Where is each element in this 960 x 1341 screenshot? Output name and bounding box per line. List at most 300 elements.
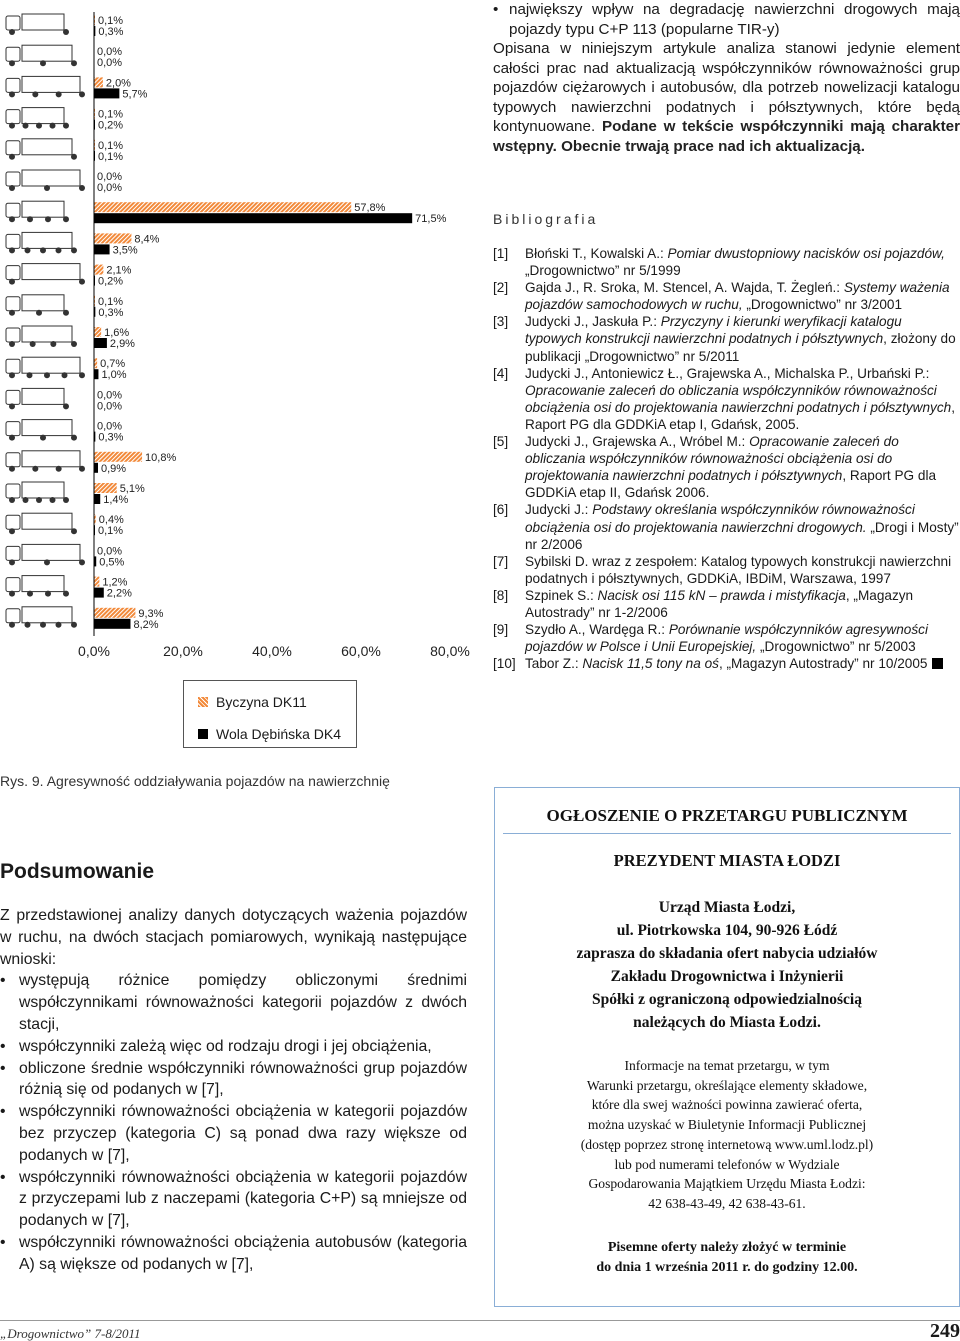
vehicle-wheel: [32, 91, 38, 97]
data-label-byczyna: 0,1%: [98, 139, 124, 152]
vehicle-wheel: [36, 497, 42, 503]
vehicle-wheel: [56, 622, 62, 628]
data-label-wola: 0,3%: [98, 26, 124, 38]
data-label-byczyna: 0,0%: [97, 420, 123, 433]
vehicle-wheel: [79, 559, 85, 565]
vehicle-wheel: [27, 591, 33, 597]
vehicle-body: [22, 108, 64, 124]
info-line: lub pod numerami telefonów w Wydziale: [614, 1156, 840, 1172]
vehicle-wheel: [40, 247, 46, 253]
vehicle-wheel: [9, 123, 15, 129]
bibliography-item: [493, 279, 960, 313]
bibliography-item: [493, 365, 960, 433]
bar-byczyna: [94, 265, 103, 275]
bibliography-text: [525, 245, 960, 279]
vehicle-wheel: [27, 216, 33, 222]
invitation-line: Spółki z ograniczoną odpowiedzialnością: [592, 991, 862, 1008]
data-label-byczyna: 9,3%: [138, 607, 164, 620]
summary-bullet-text: obliczone średnie współczynniki równoważności grup pojazdów różnią się od podanych w [7],: [19, 1059, 467, 1099]
coach-icon: [6, 76, 85, 97]
x-tick-label: 80,0%: [430, 643, 470, 659]
bibliography-number: [1]: [493, 246, 509, 261]
vehicle-wheel: [27, 372, 33, 378]
data-label-wola: 0,0%: [97, 182, 123, 194]
bibliography-text: [525, 553, 960, 587]
caption-text: Agresywność oddziaływania pojazdów na nawierzchnię: [43, 773, 390, 789]
legend-label: Wola Dębińska DK4: [216, 726, 342, 742]
truck-4-axle-icon: [6, 513, 77, 534]
invitation-line: Zakładu Drogownictwa i Inżynierii: [610, 968, 844, 985]
vehicle-wheel: [50, 497, 56, 503]
vehicle-cab: [6, 297, 20, 311]
vehicle-wheel: [63, 591, 69, 597]
bar-wola: [94, 338, 107, 348]
vehicle-wheel: [50, 341, 56, 347]
vehicle-wheel: [44, 185, 50, 191]
bibliography-text: [525, 587, 960, 621]
info-line: Informacje na temat przetargu, w tym: [624, 1058, 830, 1073]
vehicle-cab: [6, 484, 20, 498]
vehicle-wheel: [9, 310, 15, 316]
vehicle-body: [22, 451, 80, 467]
truck-2-axle-b-icon: [6, 576, 69, 597]
bib-source: , „Magazyn Autostrady” nr 1-2/2006: [525, 587, 914, 620]
data-label-wola: 8,2%: [133, 618, 159, 631]
invitation-line: należących do Miasta Łodzi.: [633, 1014, 821, 1031]
vehicle-wheel: [23, 497, 29, 503]
vehicle-cab: [6, 16, 20, 30]
vehicle-wheel: [25, 622, 31, 628]
bibliography-heading: Bibliografia: [493, 211, 599, 227]
vehicle-wheel: [40, 60, 46, 66]
vehicle-body: [22, 513, 72, 529]
vehicle-cab: [6, 78, 20, 92]
truck-trailer-132-icon: [6, 388, 69, 409]
vehicle-cab: [6, 390, 20, 404]
vehicle-wheel: [9, 216, 15, 222]
bullet-dot: •: [0, 1103, 6, 1121]
vehicle-wheel: [50, 123, 56, 129]
info-line: Warunki przetargu, określające elementy składowe,: [586, 1077, 868, 1093]
deadline-line: Pisemne oferty należy złożyć w terminie: [607, 1240, 847, 1255]
vehicle-cab: [6, 203, 20, 217]
summary-bullet: [0, 970, 467, 1035]
figure-caption: [0, 773, 390, 789]
vehicle-cab: [6, 234, 20, 248]
bibliography-item: [493, 501, 960, 552]
bullet-dot: •: [0, 1037, 6, 1055]
x-tick-label: 40,0%: [252, 643, 292, 659]
summary-bullet-text: współczynniki zależą więc od rodzaju drogi i jej obciążenia,: [19, 1037, 432, 1055]
bib-authors: Judycki J., Antoniewicz Ł., Grajewska A., Michalska P., Urbański P.:: [525, 365, 930, 381]
x-tick-label: 0,0%: [78, 643, 110, 659]
vehicle-body: [22, 482, 64, 498]
vehicle-wheel: [9, 247, 15, 253]
vehicle-wheel: [79, 279, 85, 285]
vehicle-body: [22, 576, 64, 592]
bibliography-text: [525, 279, 960, 313]
bib-authors: Błoński T., Kowalski A.:: [525, 246, 668, 261]
bar-wola: [94, 619, 130, 629]
data-label-byczyna: 0,1%: [98, 15, 124, 27]
bib-source: „Drogi i Mosty” nr 2/2006: [525, 519, 959, 552]
bibliography-list: [493, 245, 960, 672]
summary-bullet: [0, 1058, 467, 1102]
bib-title: Przyczyny i kierunki weryfikacji katalogu typowych konstrukcji nawierzchni podatnych i półsztywnych: [525, 314, 902, 347]
legend-swatch-black: [198, 729, 208, 739]
x-tick-label: 60,0%: [341, 643, 381, 659]
summary-bullet-text: współczynniki równoważności obciążenia w kategorii pojazdów bez przyczep (kategoria C) są ponad dwa razy większe od podanych w [7],: [19, 1103, 467, 1164]
vehicle-wheel: [9, 279, 15, 285]
vehicle-wheel: [63, 123, 69, 129]
articulated-bus-icon: [6, 45, 77, 66]
vehicle-cab: [6, 578, 20, 592]
vehicle-wheel: [45, 216, 51, 222]
vehicle-wheel: [25, 247, 31, 253]
vehicle-wheel: [9, 528, 15, 534]
bib-source: „Drogownictwo” nr 5/2003: [756, 639, 916, 655]
bibliography-text: [525, 501, 960, 552]
truck-trailer-22-icon: [6, 451, 85, 472]
summary-heading: Podsumowanie: [0, 860, 155, 883]
vehicle-cab: [6, 422, 20, 436]
vehicle-wheel: [36, 310, 42, 316]
bibliography-text: [525, 365, 960, 433]
data-label-byczyna: 0,7%: [100, 358, 126, 371]
legend-label: Byczyna DK11: [216, 694, 307, 710]
vehicle-wheel: [44, 559, 50, 565]
vehicle-wheel: [71, 341, 77, 347]
vehicle-body: [22, 607, 72, 623]
closing-text: Opisana w niniejszym artykule analiza stanowi jedynie element całości prac nad aktualizacją współczynników równoważności grup pojazdów ciężarowych i autobusów, dla potrzeb nowelizacji katalogu typowych nawierzchni podatnych i półsztywnych, które będą kontynuowane.: [493, 40, 960, 135]
bar-wola: [94, 369, 98, 379]
bar-byczyna: [94, 483, 117, 493]
vehicle-wheel: [9, 559, 15, 565]
data-label-byczyna: 0,0%: [97, 389, 123, 402]
bar-byczyna: [94, 77, 103, 87]
truck-trailer-12-icon: [6, 482, 69, 503]
vehicle-wheel: [56, 466, 62, 472]
x-tick-label: 20,0%: [163, 643, 203, 659]
vehicle-body: [22, 201, 64, 217]
info-line: (dostęp poprzez stronę internetową www.uml.lodz.pl): [580, 1136, 874, 1152]
vehicle-wheel: [9, 435, 15, 441]
summary-bullet-text: występują różnice pomiędzy obliczonymi średnimi współczynnikami równoważności kategorii pojazdów z dwóch stacji,: [19, 972, 467, 1033]
data-label-byczyna: 1,2%: [102, 576, 128, 589]
vehicle-cab: [6, 110, 20, 124]
data-label-byczyna: 5,1%: [119, 483, 145, 495]
vehicle-wheel: [40, 622, 46, 628]
summary-bullet: [0, 1036, 467, 1058]
vehicle-wheel: [79, 372, 85, 378]
bar-wola: [94, 588, 104, 598]
vehicle-wheel: [9, 466, 15, 472]
vehicle-wheel: [9, 91, 15, 97]
data-label-byczyna: 0,4%: [98, 514, 124, 527]
vehicle-cab: [6, 609, 20, 623]
bibliography-number: [4]: [493, 365, 509, 381]
summary-bullet-list: [0, 970, 467, 1275]
vehicle-wheel: [9, 403, 15, 409]
vehicle-body: [22, 544, 80, 560]
vehicle-wheel: [9, 622, 15, 628]
vehicle-wheel: [63, 310, 69, 316]
summary-bullet: [0, 1101, 467, 1166]
bibliography-item: [493, 313, 960, 364]
data-label-wola: 1,0%: [101, 369, 127, 382]
vehicle-wheel: [63, 29, 69, 35]
vehicle-body: [22, 295, 64, 311]
bibliography-text: [525, 313, 960, 364]
bar-wola: [94, 213, 412, 223]
bib-source: „Drogownictwo” nr 3/2001: [742, 297, 903, 313]
vehicle-wheel: [56, 247, 62, 253]
bibliography-text: [525, 655, 960, 672]
data-label-byczyna: 0,0%: [97, 46, 123, 59]
bibliography-number: [10]: [493, 656, 516, 672]
bib-source: „Drogownictwo” nr 5/1999: [525, 263, 681, 279]
data-label-wola: 2,9%: [109, 338, 135, 350]
vehicle-wheel: [9, 60, 15, 66]
tractor-semitrailer-113-icon: [6, 201, 69, 222]
bar-wola: [94, 463, 98, 473]
announcement-issuer: PREZYDENT MIASTA ŁODZI: [613, 851, 841, 870]
page-number: 249: [930, 1320, 960, 1341]
data-label-byczyna: 0,0%: [97, 545, 123, 558]
legend-item-byczyna: [198, 693, 307, 711]
data-label-wola: 2,2%: [106, 587, 132, 600]
vehicle-body: [22, 139, 72, 155]
vehicle-cab: [6, 546, 20, 560]
vehicle-wheel: [71, 622, 77, 628]
footer-divider: [0, 1320, 960, 1321]
summary-intro: Z przedstawionej analizy danych dotyczących ważenia pojazdów w ruchu, na dwóch stacjach pomiarowych, wynikają następujące wnioski:: [0, 907, 467, 968]
truck-3-axle-icon: [6, 170, 85, 191]
summary-bullet-text: współczynniki równoważności obciążenia autobusów (kategoria A) są większe od podanych w [7],: [19, 1233, 467, 1273]
vehicle-wheel: [71, 435, 77, 441]
closing-paragraph: [493, 39, 960, 156]
bib-source: , „Magazyn Autostrady” nr 10/2005: [718, 656, 928, 672]
bullet-text: największy wpływ na degradację nawierzchni drogowych mają pojazdy typu C+P 113 (popularne TIR-y): [509, 1, 960, 38]
data-label-byczyna: 10,8%: [145, 451, 177, 464]
truck-trailer-112-icon: [6, 326, 77, 347]
info-line: które dla swej ważności powinna zawierać oferta,: [591, 1097, 863, 1113]
bib-authors: Tabor Z.:: [525, 656, 583, 672]
vehicle-wheel: [36, 123, 42, 129]
van-icon: [6, 108, 69, 129]
data-label-wola: 0,3%: [98, 431, 124, 444]
vehicle-body: [22, 388, 64, 404]
bib-authors: Szpinek S.:: [525, 587, 598, 603]
bar-byczyna: [94, 233, 131, 243]
vehicle-wheel: [32, 466, 38, 472]
bib-title: Opracowanie zaleceń do obliczania współczynników równoważności obciążenia osi do projektowania nawierzchni podatnych i półsztywnych: [525, 434, 899, 484]
vehicle-wheel: [71, 154, 77, 160]
bibliography-text: [525, 433, 960, 501]
announcement-info: [515, 1056, 939, 1214]
truck-2-axle-icon: [6, 139, 77, 160]
aggressiveness-chart: [0, 0, 470, 760]
bar-byczyna: [94, 577, 99, 587]
data-label-wola: 0,9%: [101, 462, 127, 475]
vehicle-cab: [6, 47, 20, 61]
bibliography-item: [493, 655, 960, 672]
bullet-dot: •: [493, 1, 499, 18]
bullet-dot: •: [0, 972, 6, 990]
legend-swatch-orange: [198, 697, 208, 707]
vehicle-cab: [6, 359, 20, 373]
vehicle-wheel: [63, 216, 69, 222]
bibliography-item: [493, 587, 960, 621]
bibliography-number: [6]: [493, 502, 509, 518]
data-label-wola: 0,2%: [98, 119, 124, 132]
bib-title: Porównanie współczynników agresywności pojazdów w Polsce i Unii Europejskiej,: [525, 622, 928, 655]
announcement-title: OGŁOSZENIE O PRZETARGU PUBLICZNYM: [546, 806, 908, 825]
journal-name: „Drogownictwo” 7-8/2011: [0, 1326, 141, 1341]
bibliography-number: [5]: [493, 434, 509, 450]
announcement-invitation: [505, 896, 949, 1034]
bib-source: , Raport PG dla GDDKiA etap II, Gdańsk 2006.: [525, 468, 937, 501]
data-label-wola: 71,5%: [415, 213, 447, 226]
emphasis-text: Podane w tekście współczynniki mają charakter wstępny. Obecnie trwają prace nad ich aktualizacją.: [493, 118, 960, 155]
vehicle-wheel: [23, 123, 29, 129]
vehicle-body: [22, 45, 72, 61]
info-line: można uzyskać w Biuletynie Informacji Publicznej: [587, 1117, 867, 1133]
vehicle-body: [22, 357, 80, 373]
data-label-wola: 0,1%: [98, 525, 124, 538]
bib-title: Pomiar dwustopniowy nacisków osi pojazdów,: [667, 246, 945, 261]
bib-title: Podstawy określania współczynników równoważności obciążenia osi do projektowania nawierzchni drogowych.: [525, 502, 915, 535]
invitation-line: Urząd Miasta Łodzi,: [658, 899, 796, 916]
bibliography-number: [3]: [493, 314, 509, 330]
bullet-item: [493, 0, 960, 39]
bibliography-number: [2]: [493, 280, 509, 296]
bar-wola: [94, 88, 119, 98]
bib-title: Nacisk osi 115 kN – prawda i mistyfikacja: [597, 587, 846, 603]
bib-authors: Judycki J., Jaskuła P.:: [525, 314, 661, 330]
article-conclusion-text: [493, 0, 960, 156]
announcement-divider: [503, 833, 951, 834]
data-label-wola: 0,3%: [98, 306, 124, 319]
data-label-wola: 0,2%: [98, 275, 124, 288]
info-line: Gospodarowania Majątkiem Urzędu Miasta Łodzi:: [588, 1176, 866, 1192]
vehicle-wheel: [9, 497, 15, 503]
vehicle-body: [22, 264, 80, 280]
data-label-byczyna: 0,0%: [97, 171, 123, 183]
data-label-wola: 0,0%: [97, 400, 123, 413]
vehicle-wheel: [9, 341, 15, 347]
vehicle-wheel: [45, 591, 51, 597]
vehicle-cab: [6, 453, 20, 467]
data-label-byczyna: 2,1%: [106, 264, 132, 277]
bib-authors: Sybilski D. wraz z zespołem: Katalog typowych konstrukcji nawierzchni podatnych i półsztywnych, GDDKiA, IBDiM, Warszawa, 1997: [525, 553, 952, 586]
bullet-dot: •: [0, 1168, 6, 1186]
truck-3-axle-b-icon: [6, 544, 85, 565]
vehicle-wheel: [63, 497, 69, 503]
vehicle-wheel: [9, 372, 15, 378]
bib-authors: Szydło A., Wardęga R.:: [525, 622, 669, 638]
tractor-semitrailer-123-icon: [6, 295, 69, 316]
vehicle-wheel: [9, 29, 15, 35]
tractor-semitrailer-112-icon: [6, 232, 77, 253]
bus-icon: [6, 14, 69, 35]
bib-source: , złożony do publikacji „Drogownictwo” nr 5/2011: [525, 331, 956, 364]
invitation-line: zaprasza do składania ofert nabycia udziałów: [576, 945, 878, 962]
vehicle-body: [22, 76, 80, 92]
data-label-byczyna: 0,1%: [98, 295, 124, 308]
data-label-byczyna: 57,8%: [354, 202, 386, 215]
tender-announcement: [494, 787, 960, 1307]
summary-bullet: [0, 1232, 467, 1276]
vehicle-wheel: [40, 435, 46, 441]
summary-body: [0, 905, 467, 1276]
vehicle-wheel: [30, 341, 36, 347]
truck-trailer-122-icon: [6, 357, 85, 378]
data-label-wola: 0,5%: [99, 556, 125, 569]
vehicle-cab: [6, 141, 20, 155]
vehicle-wheel: [71, 247, 77, 253]
vehicle-body: [22, 420, 72, 436]
bibliography-item: [493, 433, 960, 501]
bar-byczyna: [94, 608, 135, 618]
data-label-wola: 1,4%: [103, 494, 129, 506]
data-label-byczyna: 1,6%: [104, 327, 130, 339]
vehicle-wheel: [79, 185, 85, 191]
bib-title: Systemy ważenia pojazdów samochodowych w ruchu,: [525, 280, 950, 313]
bar-wola: [94, 494, 100, 504]
vehicle-body: [22, 326, 72, 342]
legend-item-wola: [198, 725, 341, 743]
tractor-semitrailer-122-icon: [6, 264, 85, 285]
vehicle-wheel: [63, 403, 69, 409]
end-of-article-icon: [932, 658, 943, 669]
chart-svg: [0, 0, 470, 680]
summary-bullet: [0, 1167, 467, 1232]
vehicle-cab: [6, 266, 20, 280]
vehicle-wheel: [56, 91, 62, 97]
bibliography-number: [9]: [493, 622, 509, 638]
bib-authors: Gajda J., R. Sroka, M. Stencel, A. Wajda, T. Żegleń.:: [525, 280, 844, 296]
vehicle-cab: [6, 515, 20, 529]
bib-authors: Judycki J., Grajewska A., Wróbel M.:: [525, 434, 750, 450]
chart-legend: [183, 680, 357, 748]
data-label-wola: 0,0%: [97, 57, 123, 70]
bibliography-number: [8]: [493, 587, 509, 603]
data-label-byczyna: 8,4%: [134, 233, 160, 246]
vehicle-wheel: [62, 372, 68, 378]
truck-single-icon: [6, 607, 77, 628]
bullet-dot: •: [0, 1233, 6, 1251]
vehicle-wheel: [9, 154, 15, 160]
data-label-wola: 5,7%: [122, 88, 148, 101]
announcement-deadline: [495, 1238, 959, 1278]
info-line: 42 638-43-49, 42 638-43-61.: [648, 1195, 806, 1211]
vehicle-wheel: [71, 528, 77, 534]
vehicle-wheel: [44, 372, 50, 378]
vehicle-wheel: [71, 60, 77, 66]
bar-byczyna: [94, 327, 101, 337]
vehicle-cab: [6, 172, 20, 186]
vehicle-cab: [6, 328, 20, 342]
vehicle-wheel: [9, 591, 15, 597]
bibliography-item: [493, 245, 960, 279]
summary-bullet-text: współczynniki równoważności obciążenia w kategorii pojazdów z przyczepami lub z naczepami (kategoria C+P) są mniejsze od podanych w [7],: [19, 1168, 467, 1230]
bib-authors: Judycki J.:: [525, 502, 593, 518]
data-label-wola: 0,1%: [98, 150, 124, 163]
bar-byczyna: [94, 202, 351, 212]
bullet-dot: •: [0, 1059, 6, 1077]
data-label-wola: 3,5%: [112, 244, 138, 257]
